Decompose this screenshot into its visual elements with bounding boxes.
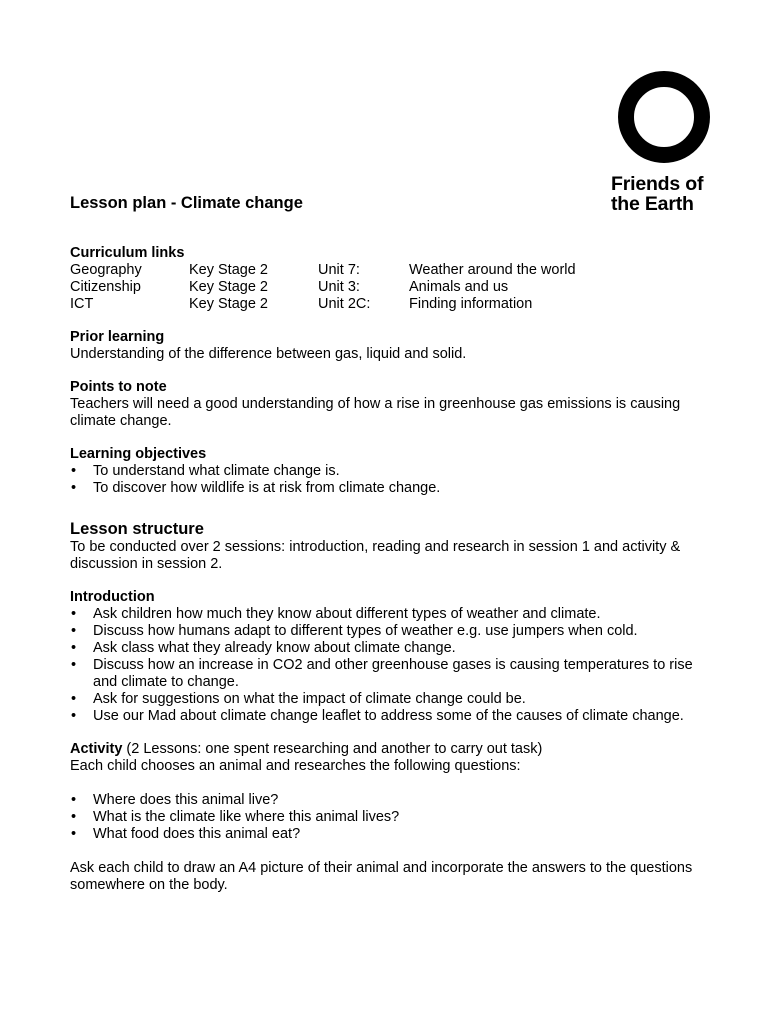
lesson-structure-heading: Lesson structure	[70, 520, 204, 538]
curriculum-links-section	[70, 245, 720, 313]
bullet-icon: •	[71, 640, 77, 656]
topic-cell: Animals and us	[409, 279, 509, 295]
prior-learning-section	[70, 329, 720, 363]
points-to-note-section	[70, 379, 720, 430]
list-item-text: Use our Mad about climate change leaflet to address some of the causes of climate change.	[93, 708, 684, 724]
key-stage-cell: Key Stage 2	[189, 279, 268, 295]
curriculum-row	[70, 279, 576, 296]
bullet-icon: •	[71, 657, 77, 673]
activity-heading-line	[70, 741, 720, 758]
list-item-text: What is the climate like where this animal lives?	[93, 809, 400, 825]
bullet-icon: •	[71, 463, 77, 479]
introduction-list	[70, 606, 720, 725]
bullet-icon: •	[71, 623, 77, 639]
curriculum-row	[70, 262, 576, 279]
bullet-icon: •	[71, 606, 77, 622]
list-item	[70, 606, 720, 623]
points-to-note-heading: Points to note	[70, 379, 167, 395]
bullet-icon: •	[71, 708, 77, 724]
curriculum-links-table	[70, 262, 576, 313]
list-item	[70, 463, 720, 480]
list-item-text: Where does this animal live?	[93, 792, 279, 808]
list-item-text: To understand what climate change is.	[93, 463, 340, 479]
list-item	[70, 480, 720, 497]
list-item-text: What food does this animal eat?	[93, 826, 301, 842]
list-item-text: Ask class what they already know about climate change.	[93, 640, 456, 656]
bullet-icon: •	[71, 826, 77, 842]
list-item	[70, 826, 720, 843]
subject-cell: Citizenship	[70, 279, 141, 295]
activity-heading: Activity	[70, 741, 123, 757]
list-item	[70, 792, 720, 809]
learning-objectives-section	[70, 446, 720, 497]
list-item	[70, 657, 720, 691]
activity-text: Each child chooses an animal and researches the following questions:	[70, 758, 521, 774]
list-item-text: Discuss how humans adapt to different types of weather e.g. use jumpers when cold.	[93, 623, 638, 639]
bullet-icon: •	[71, 480, 77, 496]
logo-text-line2: the Earth	[611, 193, 694, 215]
points-to-note-text: Teachers will need a good understanding of how a rise in greenhouse gas emissions is causing climate change.	[70, 396, 681, 429]
curriculum-row	[70, 296, 576, 313]
key-stage-cell: Key Stage 2	[189, 296, 268, 312]
lesson-structure-text: To be conducted over 2 sessions: introduction, reading and research in session 1 and activity & discussion in session 2.	[70, 539, 681, 572]
learning-objectives-heading: Learning objectives	[70, 446, 207, 462]
introduction-section	[70, 589, 720, 725]
list-item	[70, 640, 720, 657]
list-item	[70, 809, 720, 826]
document-body	[70, 193, 720, 894]
learning-objectives-list	[70, 463, 720, 497]
list-item-text: To discover how wildlife is at risk from climate change.	[93, 480, 441, 496]
prior-learning-heading: Prior learning	[70, 329, 165, 345]
subject-cell: Geography	[70, 262, 142, 278]
unit-cell: Unit 3:	[318, 279, 360, 295]
key-stage-cell: Key Stage 2	[189, 262, 268, 278]
circle-logo-icon	[616, 70, 712, 166]
activity-section	[70, 741, 720, 894]
list-item-text: Ask children how much they know about different types of weather and climate.	[93, 606, 601, 622]
activity-heading-note: (2 Lessons: one spent researching and another to carry out task)	[122, 741, 543, 757]
topic-cell: Weather around the world	[409, 262, 576, 278]
bullet-icon: •	[71, 792, 77, 808]
list-item-text: Discuss how an increase in CO2 and other greenhouse gases is causing temperatures to rise and climate to change.	[93, 657, 693, 690]
unit-cell: Unit 2C:	[318, 296, 371, 312]
list-item	[70, 623, 720, 640]
curriculum-links-heading: Curriculum links	[70, 245, 185, 261]
unit-cell: Unit 7:	[318, 262, 360, 278]
list-item	[70, 691, 720, 708]
document-title: Lesson plan - Climate change	[70, 194, 303, 212]
activity-questions-list	[70, 792, 720, 843]
topic-cell: Finding information	[409, 296, 533, 312]
list-item	[70, 708, 720, 725]
logo-text-line1: Friends of	[611, 173, 704, 195]
prior-learning-text: Understanding of the difference between gas, liquid and solid.	[70, 346, 467, 362]
bullet-icon: •	[71, 809, 77, 825]
activity-closing-text: Ask each child to draw an A4 picture of their animal and incorporate the answers to the questions somewhere on the body.	[70, 860, 693, 893]
bullet-icon: •	[71, 691, 77, 707]
introduction-heading: Introduction	[70, 589, 155, 605]
list-item-text: Ask for suggestions on what the impact of climate change could be.	[93, 691, 526, 707]
subject-cell: ICT	[70, 296, 94, 312]
